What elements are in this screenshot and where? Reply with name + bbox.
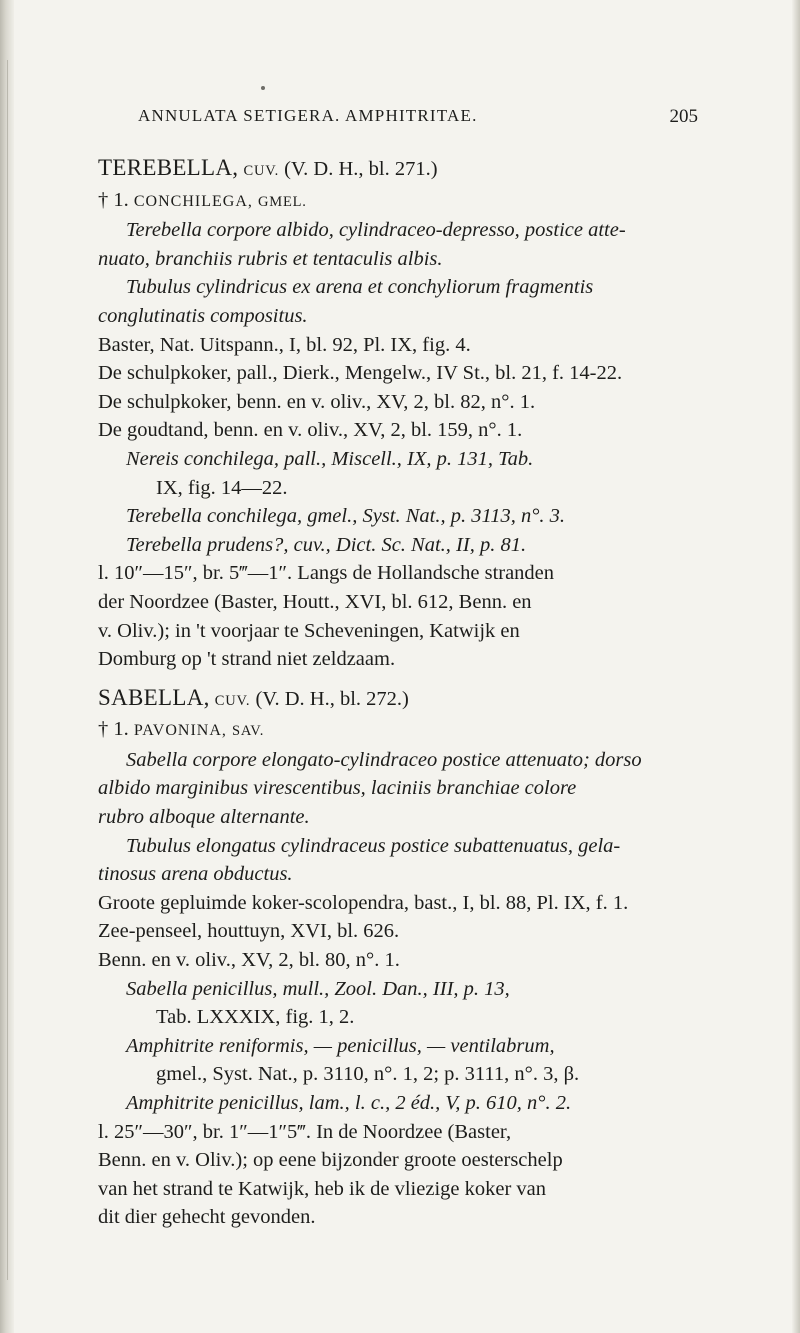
binding-line — [7, 60, 8, 1280]
diagnosis-line: rubro alboque alternante. — [98, 806, 310, 829]
body-text-line: dit dier gehecht gevonden. — [98, 1206, 316, 1229]
body-text-line: van het strand te Katwijk, heb ik de vliezige koker van — [98, 1177, 547, 1200]
diagnosis-line: Terebella corpore albido, cylindraceo-depresso, postice atte- — [126, 219, 626, 242]
reference-line: Terebella prudens?, cuv., Dict. Sc. Nat., II, p. 81. — [126, 533, 527, 556]
running-header — [138, 106, 698, 130]
reference-line: De schulpkoker, benn. en v. oliv., XV, 2, bl. 82, n°. 1. — [98, 390, 536, 413]
body-text-line: der Noordzee (Baster, Houtt., XVI, bl. 612, Benn. en — [98, 590, 532, 613]
reference-line: IX, fig. 14—22. — [156, 476, 288, 499]
reference-line: gmel., Syst. Nat., p. 3110, n°. 1, 2; p. 3111, n°. 3, β. — [156, 1063, 580, 1086]
page-number: 205 — [669, 106, 698, 127]
reference-line: Baster, Nat. Uitspann., I, bl. 92, Pl. IX, fig. 4. — [98, 333, 471, 356]
reference-line: Terebella conchilega, gmel., Syst. Nat., p. 3113, n°. 3. — [126, 505, 566, 528]
genus-heading-terebella: TEREBELLA, CUV. (V. D. H., bl. 271.) — [98, 155, 438, 180]
body-text-line: l. 25″—30″, br. 1″—1″5‴. In de Noordzee (Baster, — [98, 1120, 512, 1143]
body-text-line: l. 10″—15″, br. 5‴—1″. Langs de Hollandsche stranden — [98, 562, 555, 585]
reference-line: Amphitrite penicillus, lam., l. c., 2 éd., V, p. 610, n°. 2. — [126, 1092, 572, 1114]
diagnosis-line: Sabella corpore elongato-cylindraceo postice attenuato; dorso — [126, 748, 642, 771]
diagnosis-line: albido marginibus virescentibus, laciniis branchiae colore — [98, 777, 577, 800]
species-heading-pavonina: † 1. PAVONINA, SAV. — [98, 718, 265, 741]
body-text-line: Benn. en v. Oliv.); op eene bijzonder groote oesterschelp — [98, 1149, 563, 1172]
reference-line: Amphitrite reniformis, — penicillus, — ventilabrum, — [126, 1034, 555, 1057]
diagnosis-line: nuato, branchiis rubris et tentaculis albis. — [98, 247, 443, 270]
reference-line: Benn. en v. oliv., XV, 2, bl. 80, n°. 1. — [98, 949, 400, 972]
reference-line: Sabella penicillus, mull., Zool. Dan., III, p. 13, — [126, 977, 510, 1000]
ink-speck — [261, 86, 265, 90]
genus-heading-sabella: SABELLA, CUV. (V. D. H., bl. 272.) — [98, 684, 409, 710]
species-heading-conchilega: † 1. CONCHILEGA, GMEL. — [98, 188, 307, 211]
reference-line: Tab. LXXXIX, fig. 1, 2. — [156, 1006, 355, 1029]
reference-line: Groote gepluimde koker-scolopendra, bast., I, bl. 88, Pl. IX, f. 1. — [98, 891, 629, 914]
reference-line: Zee-penseel, houttuyn, XVI, bl. 626. — [98, 920, 400, 943]
body-text-line: v. Oliv.); in 't voorjaar te Scheveningen, Katwijk en — [98, 619, 520, 642]
running-title: ANNULATA SETIGERA. AMPHITRITAE. — [138, 106, 478, 125]
diagnosis-line: tinosus arena obductus. — [98, 863, 293, 886]
reference-line: De schulpkoker, pall., Dierk., Mengelw., IV St., bl. 21, f. 14-22. — [98, 362, 623, 385]
reference-line: De goudtand, benn. en v. oliv., XV, 2, bl. 159, n°. 1. — [98, 419, 523, 442]
body-text-line: Domburg op 't strand niet zeldzaam. — [98, 648, 396, 671]
diagnosis-line: conglutinatis compositus. — [98, 304, 308, 327]
diagnosis-line: Tubulus elongatus cylindraceus postice subattenuatus, gela- — [126, 834, 621, 857]
diagnosis-line: Tubulus cylindricus ex arena et conchyliorum fragmentis — [126, 276, 594, 299]
page-body — [98, 154, 746, 1232]
reference-line: Nereis conchilega, pall., Miscell., IX, p. 131, Tab. — [126, 447, 534, 470]
page-right-edge — [792, 0, 800, 1333]
